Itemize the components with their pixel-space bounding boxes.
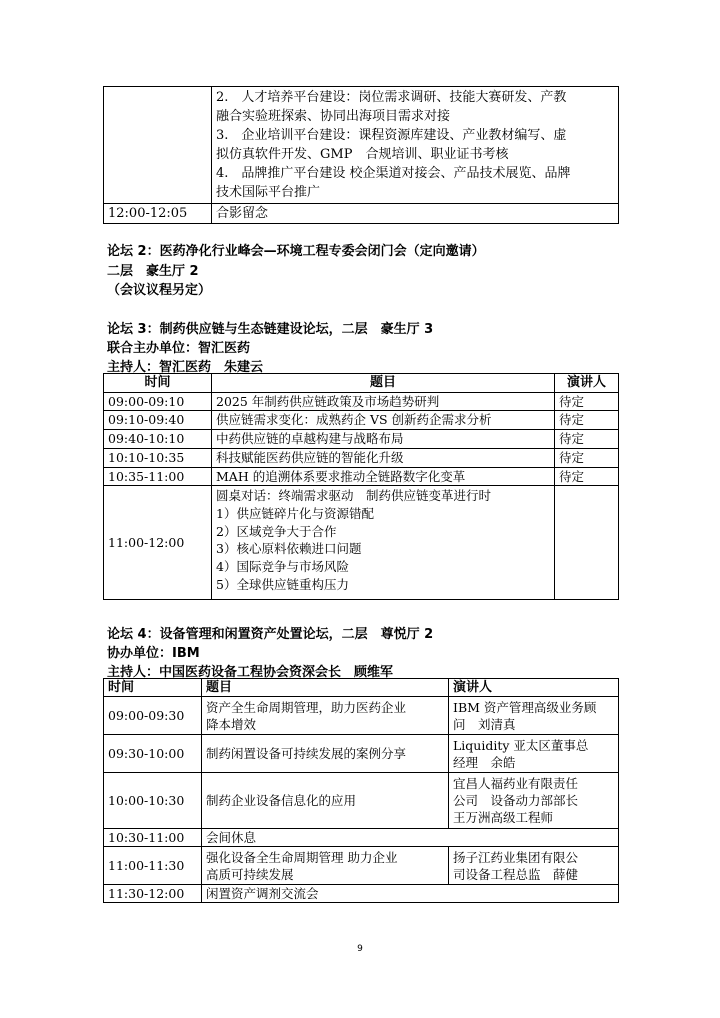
time-cell: 10:35-11:00 [104,467,212,486]
text-line: 拟仿真软件开发、GMP 合规培训、职业证书考核 [216,147,509,162]
table-row [104,430,619,449]
page-number: 9 [357,944,363,954]
speaker-cell: 待定 [555,448,619,467]
speaker-cell [449,735,619,773]
text-line: 经理 余皓 [453,754,516,770]
speaker-cell [449,847,619,885]
table-row [104,735,619,773]
table-header-row [104,679,619,697]
topic-cell: 供应链需求变化：成熟药企 VS 创新药企需求分析 [212,411,555,430]
table-row [104,392,619,411]
text-line: Liquidity 亚太区董事总 [453,737,589,753]
text-line: 融合实验班探索、协同出海项目需求对接 [216,109,451,124]
table-row [104,885,619,903]
table-header-row [104,374,619,393]
time-cell: 10:30-11:00 [104,829,202,847]
header-topic: 题目 [202,679,449,697]
text-line: IBM 资产管理高级业务顾 [453,699,597,715]
time-cell: 11:30-12:00 [104,885,202,903]
forum3-host: 主持人：智汇医药 朱建云 [107,360,264,375]
roundtable-item: 4）国际竞争与市场风险 [216,559,349,575]
roundtable-title: 圆桌对话：终端需求驱动 制药供应链变革进行时 [216,488,492,504]
time-cell: 09:00-09:30 [104,697,202,735]
time-cell: 11:00-12:00 [104,486,212,600]
table-forum4 [103,678,619,903]
topic-cell: 科技赋能医药供应链的智能化升级 [212,448,555,467]
text-line: 宜昌人福药业有限责任 [453,776,579,791]
topic-cell: 合影留念 [212,204,619,224]
table-row [104,829,619,847]
table-row [104,847,619,885]
text-line: 扬子江药业集团有限公 [453,849,579,865]
time-cell: 12:00-12:05 [104,204,212,224]
text-line: 2. 人才培养平台建设：岗位需求调研、技能大赛研发、产教 [216,90,567,105]
table-row [104,773,619,829]
time-cell: 10:10-10:35 [104,448,212,467]
text-line: 王万洲高级工程师 [453,810,554,825]
topic-cell: 制药企业设备信息化的应用 [202,773,449,829]
table-row [104,448,619,467]
table-row [104,467,619,486]
topic-cell: 2025 年制药供应链政策及市场趋势研判 [212,392,555,411]
table-forum1-continuation [103,86,619,224]
roundtable-item: 1）供应链碎片化与资源错配 [216,505,374,521]
topic-cell [212,87,619,204]
time-cell [104,87,212,204]
speaker-cell [449,697,619,735]
topic-cell [202,697,449,735]
topic-cell: 中药供应链的卓越构建与战略布局 [212,430,555,449]
forum3-title: 论坛 3：制药供应链与生态链建设论坛，二层 豪生厅 3 [107,322,434,337]
text-line: 问 刘清真 [453,716,516,732]
forum4-title: 论坛 4：设备管理和闲置资产处置论坛，二层 尊悦厅 2 [107,627,434,642]
text-line: 3. 企业培训平台建设：课程资源库建设、产业教材编写、虚 [216,128,567,143]
forum4-co-organizer: 协办单位：IBM [107,646,200,661]
topic-cell: 闲置资产调剂交流会 [202,885,619,903]
roundtable-item: 3）核心原料依赖进口问题 [216,541,362,557]
time-cell: 09:30-10:00 [104,735,202,773]
speaker-cell [555,486,619,600]
table-row-roundtable [104,486,619,600]
roundtable-item: 2）区域竞争大于合作 [216,523,337,539]
speaker-cell [449,773,619,829]
topic-cell [202,847,449,885]
forum3-co-organizer: 联合主办单位：智汇医药 [107,341,251,356]
table-row [104,411,619,430]
header-topic: 题目 [212,374,555,393]
speaker-cell: 待定 [555,392,619,411]
time-cell: 09:40-10:10 [104,430,212,449]
forum2-title: 论坛 2：医药净化行业峰会—环境工程专委会闭门会（定向邀请） [107,244,485,259]
table-forum3 [103,373,619,600]
topic-cell: 制药闲置设备可持续发展的案例分享 [202,735,449,773]
text-line: 强化设备全生命周期管理 助力企业 [206,849,398,865]
speaker-cell: 待定 [555,467,619,486]
text-line: 司设备工程总监 薛健 [453,866,579,882]
text-line: 资产全生命周期管理，助力医药企业 [206,699,407,715]
topic-cell [212,486,555,600]
time-cell: 10:00-10:30 [104,773,202,829]
forum2-note: （会议议程另定） [107,283,212,298]
time-cell: 09:00-09:10 [104,392,212,411]
time-cell: 09:10-09:40 [104,411,212,430]
table-row [104,204,619,224]
forum4-host: 主持人：中国医药设备工程协会资深会长 顾维军 [107,665,394,680]
header-time: 时间 [104,679,202,697]
table-row [104,697,619,735]
header-speaker: 演讲人 [555,374,619,393]
roundtable-item: 5）全球供应链重构压力 [216,576,349,592]
text-line: 技术国际平台推广 [216,185,321,200]
header-speaker: 演讲人 [449,679,619,697]
time-cell: 11:00-11:30 [104,847,202,885]
table-row [104,87,619,204]
topic-cell: MAH 的追溯体系要求推动全链路数字化变革 [212,467,555,486]
text-line: 降本增效 [206,716,257,732]
speaker-cell: 待定 [555,430,619,449]
header-time: 时间 [104,374,212,393]
text-line: 高质可持续发展 [206,866,294,882]
text-line: 4. 品牌推广平台建设 校企渠道对接会、产品技术展览、品牌 [216,166,571,181]
forum2-venue: 二层 豪生厅 2 [107,264,199,279]
topic-cell: 会间休息 [202,829,619,847]
speaker-cell: 待定 [555,411,619,430]
text-line: 公司 设备动力部部长 [453,793,579,808]
